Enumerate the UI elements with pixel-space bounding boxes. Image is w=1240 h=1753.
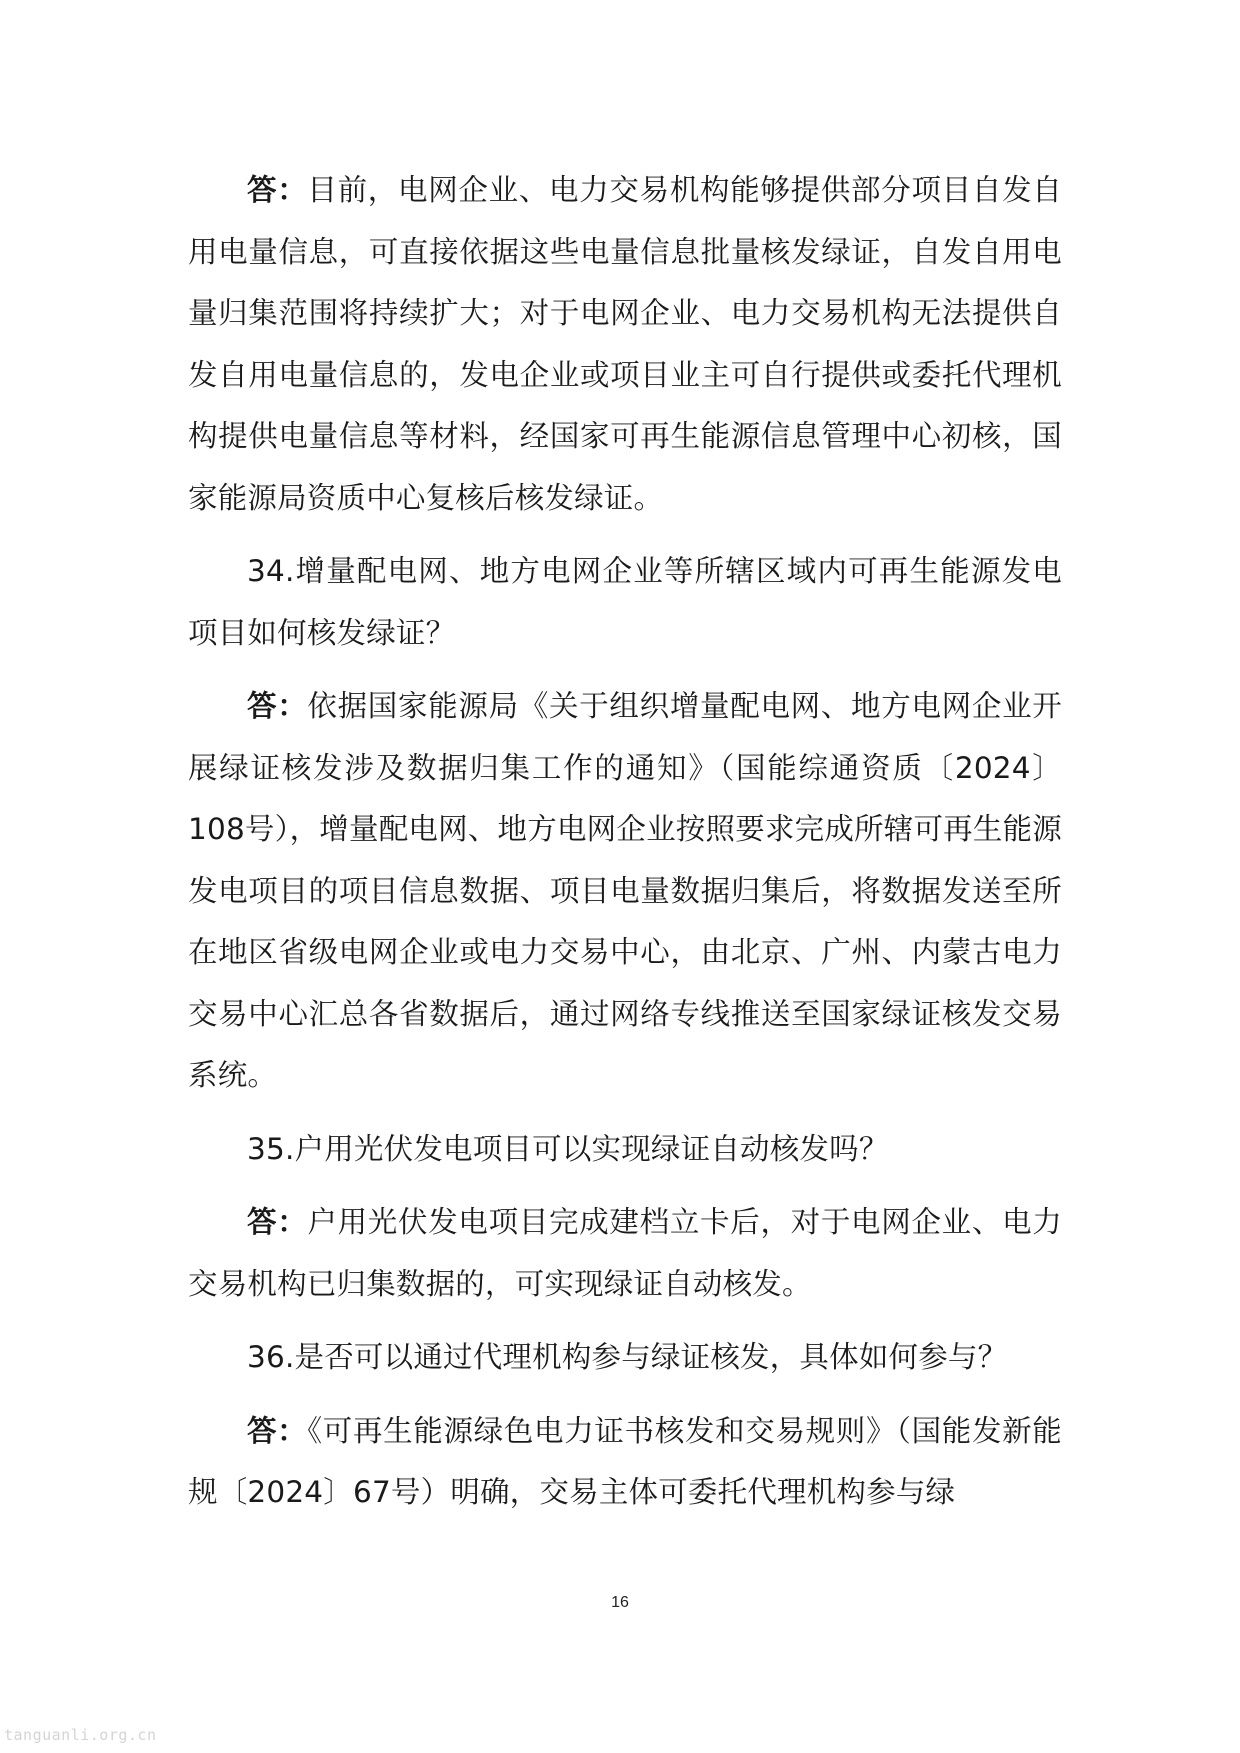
answer-lead: 答： bbox=[247, 173, 308, 207]
page-number: 16 bbox=[611, 1594, 629, 1611]
question-text: 34.增量配电网、地方电网企业等所辖区域内可再生能源发电项目如何核发绿证？ bbox=[188, 554, 1062, 650]
question-34 bbox=[188, 541, 1062, 664]
site-watermark: tanguanli.org.cn bbox=[4, 1726, 157, 1744]
question-text: 36.是否可以通过代理机构参与绿证核发，具体如何参与？ bbox=[247, 1340, 1008, 1374]
answer-text: 依据国家能源局《关于组织增量配电网、地方电网企业开展绿证核发涉及数据归集工作的通知》（国能综通资质〔2024〕108号），增量配电网、地方电网企业按照要求完成所辖可再生能源发电项目的项目信息数据、项目电量数据归集后，将数据发送至所在地区省级电网企业或电力交易中心，由北京、广州、内蒙古电力交易中心汇总各省数据后，通过网络专线推送至国家绿证核发交易系统。 bbox=[188, 689, 1062, 1092]
question-text: 35.户用光伏发电项目可以实现绿证自动核发吗？ bbox=[247, 1131, 889, 1166]
answer-text: 户用光伏发电项目完成建档立卡后，对于电网企业、电力交易机构已归集数据的，可实现绿证自动核发。 bbox=[188, 1205, 1062, 1301]
answer-lead: 答： bbox=[247, 689, 308, 723]
answer-text: 目前，电网企业、电力交易机构能够提供部分项目自发自用电量信息，可直接依据这些电量信息批量核发绿证，自发自用电量归集范围将持续扩大；对于电网企业、电力交易机构无法提供自发自用电量信息的，发电企业或项目业主可自行提供或委托代理机构提供电量信息等材料，经国家可再生能源信息管理中心初核，国家能源局资质中心复核后核发绿证。 bbox=[188, 173, 1062, 515]
answer-text: 《可再生能源绿色电力证书核发和交易规则》（国能发新能规〔2024〕67号）明确，交易主体可委托代理机构参与绿 bbox=[188, 1413, 1062, 1509]
answer-lead: 答： bbox=[247, 1413, 308, 1448]
answer-paragraph-35 bbox=[188, 1192, 1062, 1315]
question-36 bbox=[188, 1327, 1062, 1389]
answer-paragraph-34 bbox=[188, 676, 1062, 1107]
question-35 bbox=[188, 1119, 1062, 1181]
document-body bbox=[188, 160, 1062, 1524]
answer-paragraph-36 bbox=[188, 1401, 1062, 1524]
answer-paragraph-1 bbox=[188, 160, 1062, 529]
answer-lead: 答： bbox=[247, 1205, 308, 1239]
